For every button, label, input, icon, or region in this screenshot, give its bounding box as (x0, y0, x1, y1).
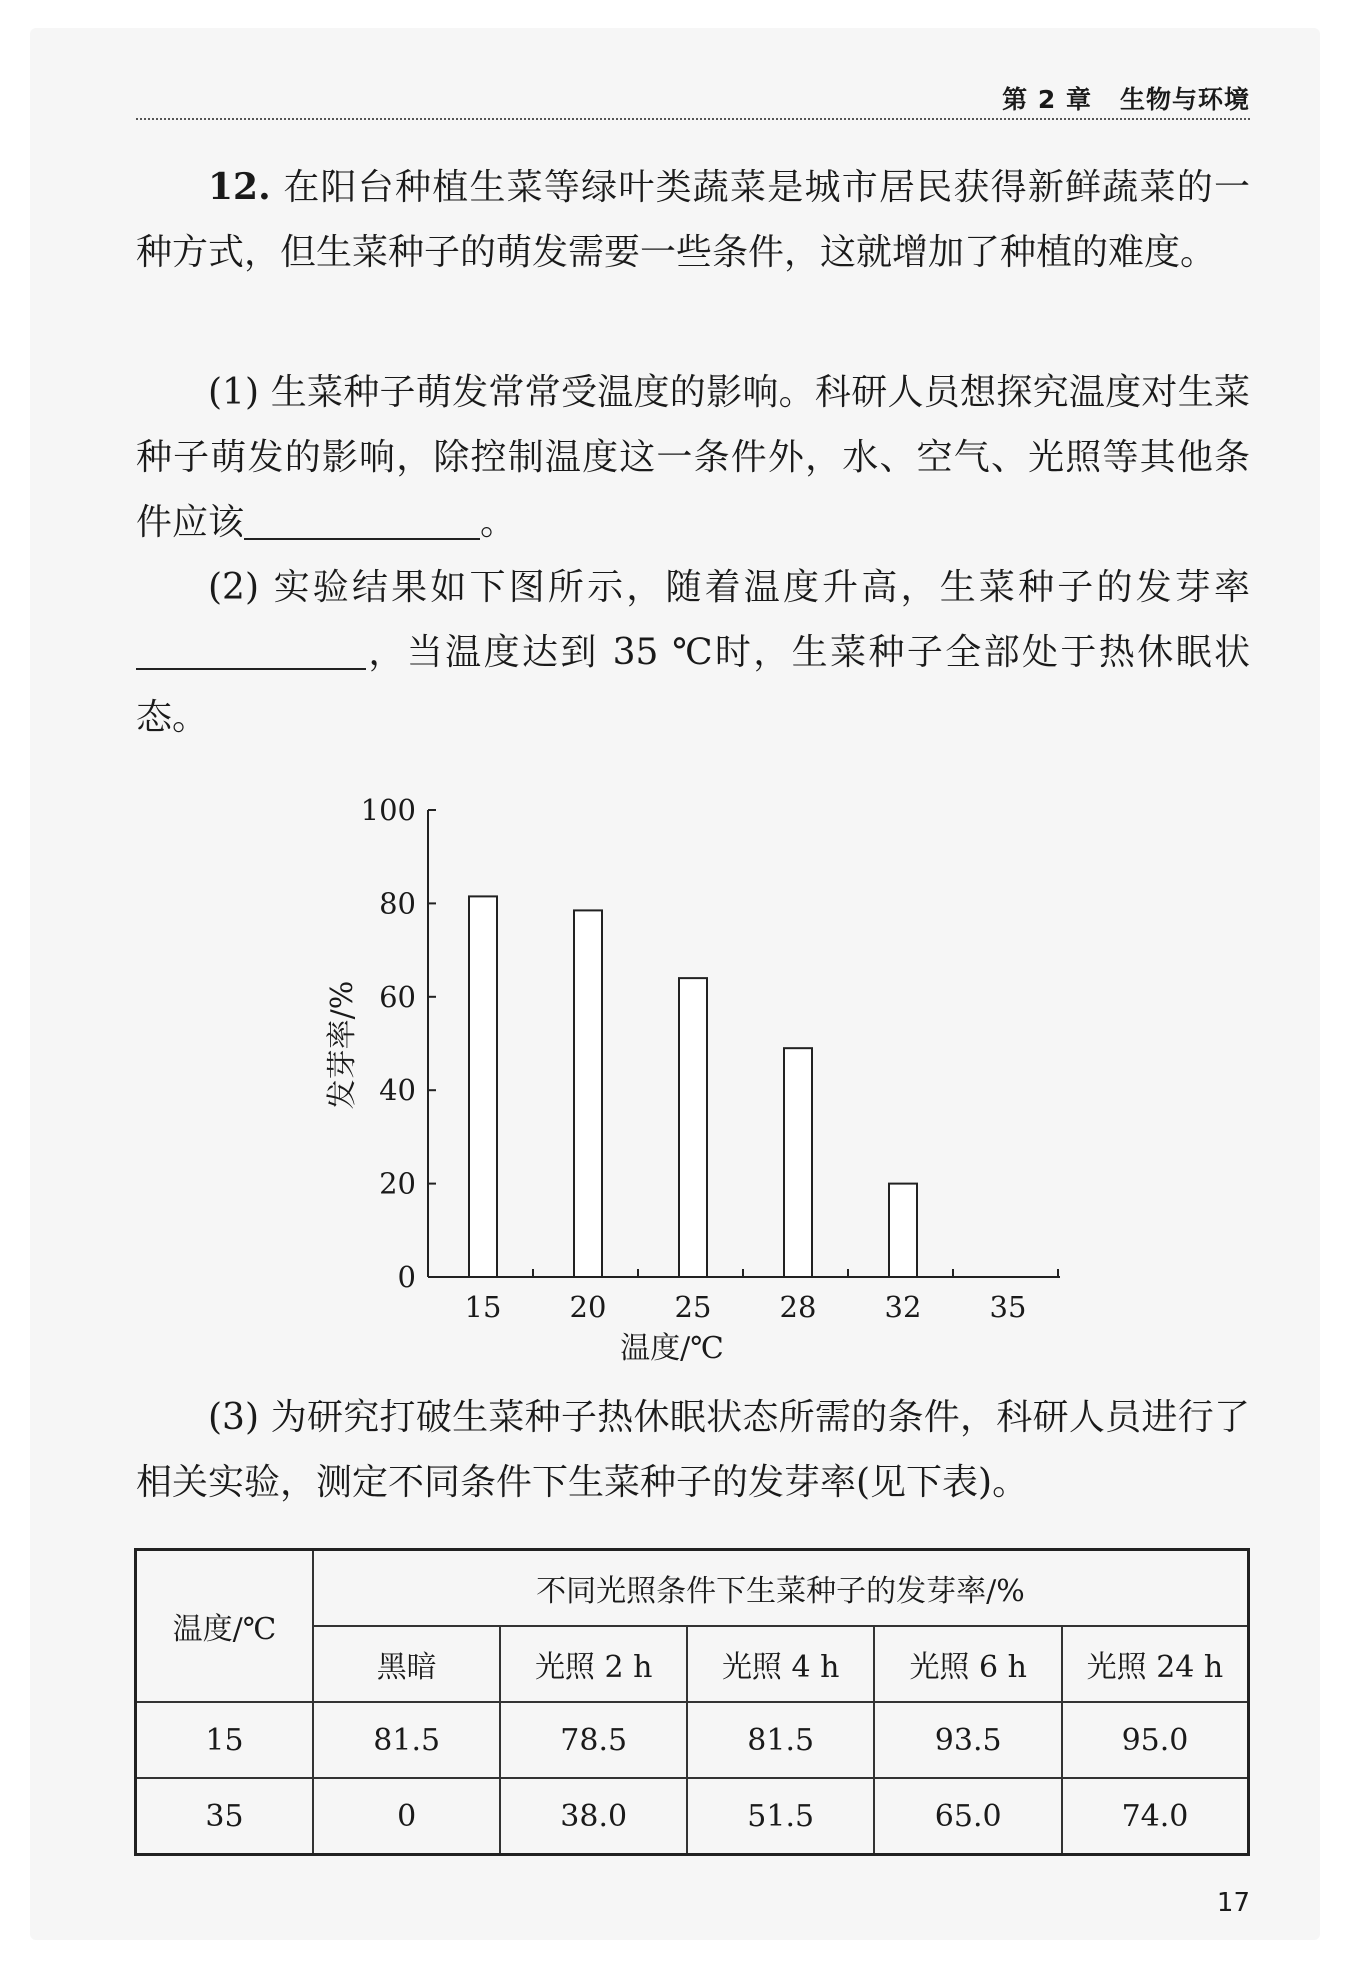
y-tick-label: 0 (397, 1260, 416, 1294)
part2-suffix: ，当温度达到 35 ℃时，生菜种子全部处于热休眠状态。 (136, 632, 1250, 738)
table-cell: 81.5 (313, 1702, 501, 1778)
table-cell: 74.0 (1062, 1778, 1249, 1855)
table-cell: 78.5 (500, 1702, 687, 1778)
bar-25 (679, 978, 707, 1277)
x-axis-label: 温度/℃ (620, 1331, 724, 1366)
answer-blank-2[interactable] (136, 630, 366, 670)
x-tick-label: 32 (884, 1290, 922, 1324)
y-tick-label: 100 (360, 793, 416, 827)
y-axis-label: 发芽率/% (325, 980, 360, 1110)
germination-rate-table (134, 1548, 1250, 1856)
question-part-2 (136, 555, 1250, 750)
part1-suffix: 。 (480, 502, 517, 543)
x-tick-label: 25 (674, 1290, 712, 1324)
page-number: 17 (1216, 1888, 1250, 1918)
bar-32 (889, 1184, 917, 1277)
table-cell: 51.5 (687, 1778, 875, 1855)
question-intro-text: 在阳台种植生菜等绿叶类蔬菜是城市居民获得新鲜蔬菜的一种方式，但生菜种子的萌发需要一些条件，这就增加了种植的难度。 (136, 167, 1250, 273)
table-cell-temp: 15 (136, 1702, 313, 1778)
table-group-header: 不同光照条件下生菜种子的发芽率/% (313, 1550, 1249, 1627)
part1-text: (1) 生菜种子萌发常常受温度的影响。科研人员想探究温度对生菜种子萌发的影响，除控制温度这一条件外，水、空气、光照等其他条件应该 (136, 372, 1250, 543)
table-cell: 81.5 (687, 1702, 875, 1778)
y-tick-label: 60 (379, 979, 416, 1014)
x-tick-label: 35 (989, 1290, 1027, 1324)
bar-28 (784, 1048, 812, 1277)
bar-series (469, 896, 917, 1277)
chapter-title: 生物与环境 (1119, 85, 1250, 114)
answer-blank-1[interactable] (244, 500, 480, 540)
y-tick-label: 80 (379, 886, 416, 921)
question-number: 12. (208, 166, 271, 208)
table-cell: 95.0 (1062, 1702, 1249, 1778)
y-tick-label: 40 (379, 1073, 416, 1108)
question-intro (136, 155, 1250, 285)
bar-20 (574, 910, 602, 1277)
y-tick-label: 20 (379, 1166, 416, 1201)
table-column-header: 光照 24 h (1062, 1626, 1249, 1702)
table-column-header: 黑暗 (313, 1626, 501, 1702)
running-header (136, 80, 1250, 118)
germination-bar-chart (300, 790, 1080, 1390)
table-cell: 93.5 (874, 1702, 1062, 1778)
table-row (136, 1702, 1249, 1778)
table-row-header: 温度/℃ (136, 1550, 313, 1703)
table-cell-temp: 35 (136, 1778, 313, 1855)
table-column-header: 光照 4 h (687, 1626, 875, 1702)
question-part-3 (136, 1385, 1250, 1515)
x-tick-label: 28 (779, 1290, 817, 1324)
table-row (136, 1778, 1249, 1855)
chapter-label: 第 2 章 (1002, 85, 1092, 114)
table-cell: 65.0 (874, 1778, 1062, 1855)
x-tick-label: 20 (569, 1290, 607, 1324)
table-column-header: 光照 6 h (874, 1626, 1062, 1702)
header-divider (136, 118, 1250, 120)
table-cell: 38.0 (500, 1778, 687, 1855)
part3-text: (3) 为研究打破生菜种子热休眠状态所需的条件，科研人员进行了相关实验，测定不同条件下生菜种子的发芽率(见下表)。 (136, 1397, 1250, 1503)
bar-15 (469, 896, 497, 1277)
table-cell: 0 (313, 1778, 501, 1855)
y-axis (361, 793, 436, 1294)
table-column-header: 光照 2 h (500, 1626, 687, 1702)
x-tick-label: 15 (464, 1290, 502, 1324)
question-part-1 (136, 360, 1250, 555)
part2-text: (2) 实验结果如下图所示，随着温度升高，生菜种子的发芽率 (208, 567, 1250, 608)
